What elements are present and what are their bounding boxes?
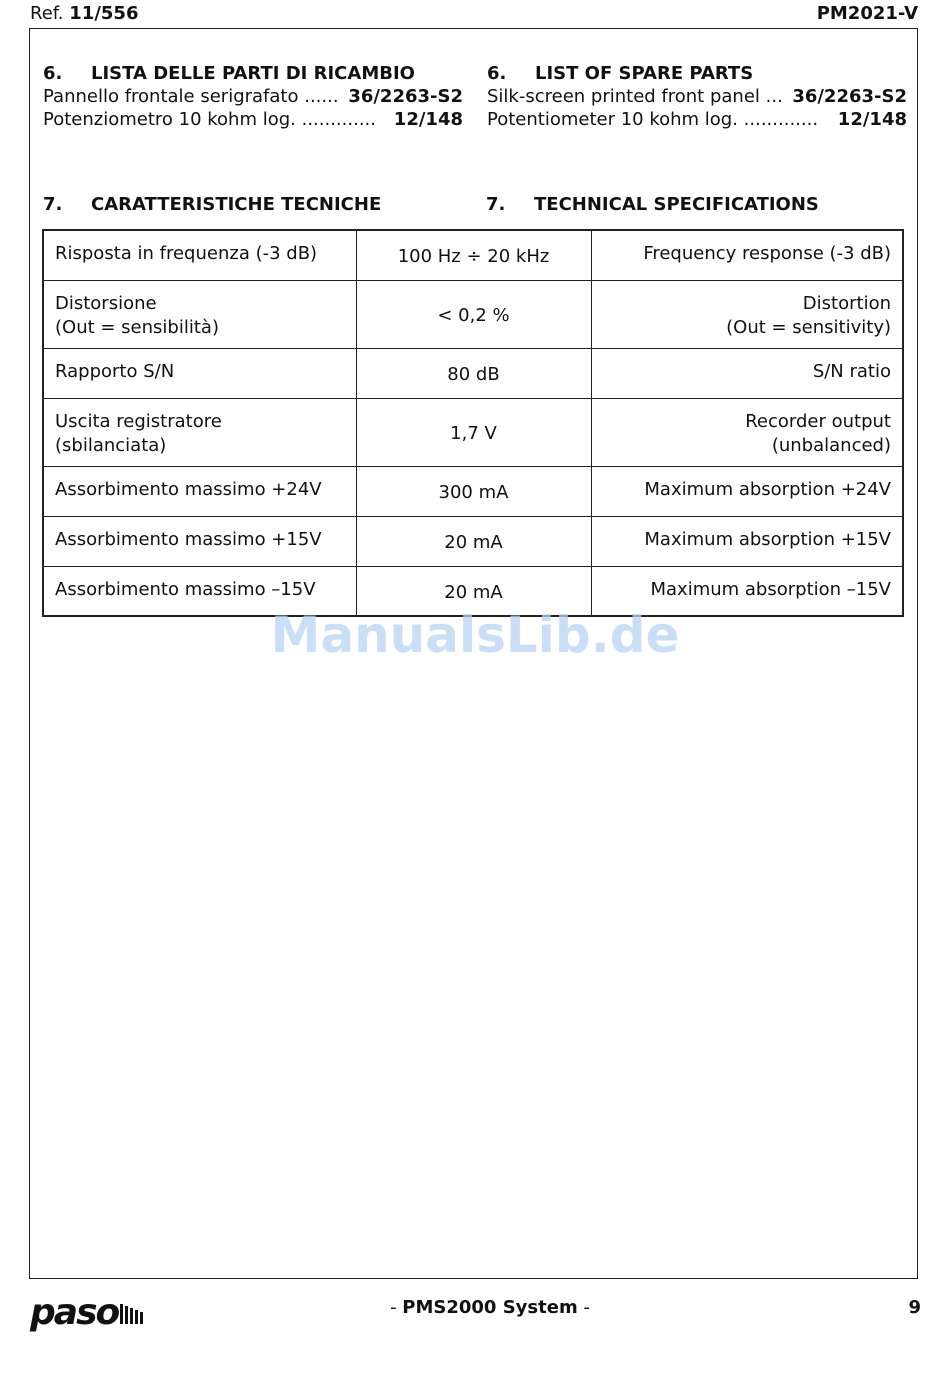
- spec-label-en: Maximum absorption –15V: [591, 566, 903, 616]
- specs-en-title: 7. TECHNICAL SPECIFICATIONS: [486, 194, 819, 215]
- system-name: PMS2000 System: [402, 1297, 578, 1318]
- table-row: [43, 466, 903, 516]
- spec-label-it: Assorbimento massimo +24V: [43, 466, 356, 516]
- ref-value: 11/556: [69, 3, 139, 24]
- spec-label-en: Distortion (Out = sensitivity): [591, 280, 903, 348]
- ref-label: Ref.: [30, 3, 64, 24]
- header-model: PM2021-V: [816, 3, 918, 24]
- logo-text: paso: [30, 1292, 119, 1333]
- table-row: [43, 280, 903, 348]
- spec-label-it: Risposta in frequenza (-3 dB): [43, 230, 356, 280]
- table-row: [43, 516, 903, 566]
- table-row: [43, 230, 903, 280]
- spare-parts-it-title: 6. LISTA DELLE PARTI DI RICAMBIO: [43, 63, 415, 84]
- spec-value: 1,7 V: [356, 398, 591, 466]
- spec-value: 80 dB: [356, 348, 591, 398]
- spare-part-row: Silk-screen printed front panel ... 36/2263-S2: [487, 86, 907, 107]
- header-ref: [30, 3, 138, 24]
- spare-parts-en: [487, 62, 907, 131]
- spare-part-row: Potenziometro 10 kohm log. ............. 12/148: [43, 109, 463, 130]
- spec-value: 300 mA: [356, 466, 591, 516]
- spec-label-en: Maximum absorption +15V: [591, 516, 903, 566]
- spec-label-it: Uscita registratore (sbilanciata): [43, 398, 356, 466]
- spec-label-en: Recorder output (unbalanced): [591, 398, 903, 466]
- spare-part-row: Potentiometer 10 kohm log. ............. 12/148: [487, 109, 907, 130]
- watermark: ManualsLib.de: [270, 606, 680, 664]
- specs-table: [42, 229, 904, 617]
- spec-label-it: Assorbimento massimo +15V: [43, 516, 356, 566]
- page-number: 9: [908, 1297, 921, 1318]
- spec-value: 20 mA: [356, 566, 591, 616]
- spec-label-it: Distorsione (Out = sensibilità): [43, 280, 356, 348]
- spec-value: 100 Hz ÷ 20 kHz: [356, 230, 591, 280]
- spec-label-it: Rapporto S/N: [43, 348, 356, 398]
- spec-label-en: Maximum absorption +24V: [591, 466, 903, 516]
- table-row: [43, 348, 903, 398]
- spec-value: < 0,2 %: [356, 280, 591, 348]
- spare-parts-it: [43, 62, 463, 131]
- spare-parts-en-title: 6. LIST OF SPARE PARTS: [487, 63, 754, 84]
- specs-it-title: 7. CARATTERISTICHE TECNICHE: [43, 194, 382, 215]
- table-row: [43, 398, 903, 466]
- spec-label-it: Assorbimento massimo –15V: [43, 566, 356, 616]
- spec-label-en: Frequency response (-3 dB): [591, 230, 903, 280]
- spec-value: 20 mA: [356, 516, 591, 566]
- spec-label-en: S/N ratio: [591, 348, 903, 398]
- footer-system: - PMS2000 System -: [390, 1297, 590, 1318]
- spare-part-row: Pannello frontale serigrafato ...... 36/2263-S2: [43, 86, 463, 107]
